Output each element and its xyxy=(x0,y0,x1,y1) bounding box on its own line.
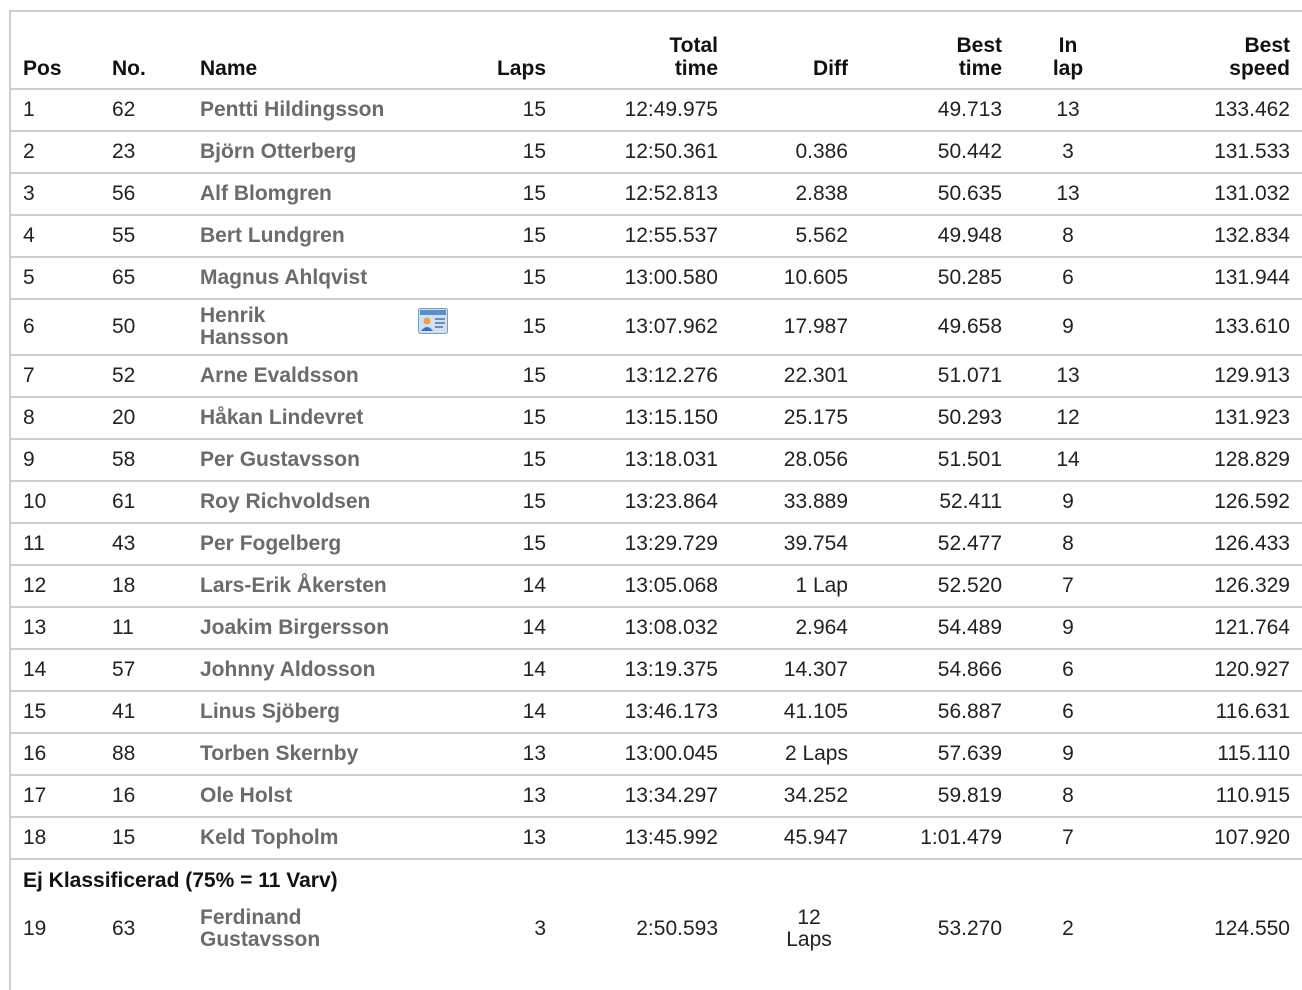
col-header-laps: Laps xyxy=(448,12,558,89)
cell-best-speed: 132.834 xyxy=(1122,215,1302,257)
table-row xyxy=(11,691,1302,733)
cell-pos: 17 xyxy=(11,775,100,817)
cell-best-speed: 120.927 xyxy=(1122,649,1302,691)
driver-name-link[interactable]: Joakim Birgersson xyxy=(188,607,448,649)
cell-pos: 1 xyxy=(11,89,100,131)
cell-laps: 15 xyxy=(448,439,558,481)
cell-total-time: 13:45.992 xyxy=(558,817,730,859)
cell-no: 58 xyxy=(100,439,188,481)
cell-in-lap: 13 xyxy=(1014,173,1122,215)
cell-diff: 0.386 xyxy=(730,131,860,173)
cell-diff: 17.987 xyxy=(730,299,860,355)
cell-laps: 15 xyxy=(448,89,558,131)
cell-best-time: 59.819 xyxy=(860,775,1014,817)
driver-name-link[interactable]: Alf Blomgren xyxy=(188,173,448,215)
table-row xyxy=(11,775,1302,817)
cell-diff: 10.605 xyxy=(730,257,860,299)
cell-in-lap: 2 xyxy=(1062,917,1074,940)
cell-in-lap: 3 xyxy=(1014,131,1122,173)
cell-no: 65 xyxy=(100,257,188,299)
cell-pos: 13 xyxy=(11,607,100,649)
cell-no: 41 xyxy=(100,691,188,733)
cell-no: 16 xyxy=(100,775,188,817)
cell-diff: 39.754 xyxy=(730,523,860,565)
col-header-best-time: Best time xyxy=(860,12,1014,89)
cell-best-speed: 107.920 xyxy=(1122,817,1302,859)
cell-best-time: 52.477 xyxy=(860,523,1014,565)
cell-laps: 15 xyxy=(448,173,558,215)
cell-total-time: 13:23.864 xyxy=(558,481,730,523)
cell-best-time: 49.713 xyxy=(860,89,1014,131)
cell-diff: 25.175 xyxy=(730,397,860,439)
cell-total-time: 13:29.729 xyxy=(558,523,730,565)
table-row xyxy=(11,131,1302,173)
cell-laps: 13 xyxy=(448,775,558,817)
col-header-best-speed: Best speed xyxy=(1122,12,1302,89)
cell-laps: 14 xyxy=(448,565,558,607)
cell-best-time: 53.270 xyxy=(937,917,1002,940)
driver-name-link[interactable]: Linus Sjöberg xyxy=(188,691,448,733)
cell-diff: 22.301 xyxy=(730,355,860,397)
cell-best-speed: 116.631 xyxy=(1122,691,1302,733)
cell-laps: 15 xyxy=(448,299,558,355)
cell-best-time: 50.293 xyxy=(860,397,1014,439)
cell-best-time: 51.501 xyxy=(860,439,1014,481)
cell-no: 61 xyxy=(100,481,188,523)
cell-in-lap: 13 xyxy=(1014,89,1122,131)
cell-best-time: 50.285 xyxy=(860,257,1014,299)
cell-in-lap: 6 xyxy=(1014,649,1122,691)
driver-name-link[interactable]: Per Gustavsson xyxy=(188,439,448,481)
cell-no: 57 xyxy=(100,649,188,691)
driver-name-link[interactable]: Pentti Hildingsson xyxy=(188,89,448,131)
cell-total-time: 13:08.032 xyxy=(558,607,730,649)
table-row xyxy=(11,215,1302,257)
driver-name-link[interactable]: Lars-Erik Åkersten xyxy=(188,565,448,607)
cell-laps: 13 xyxy=(448,733,558,775)
cell-in-lap: 7 xyxy=(1014,817,1122,859)
table-row xyxy=(11,565,1302,607)
cell-pos: 14 xyxy=(11,649,100,691)
cell-best-time: 49.948 xyxy=(860,215,1014,257)
col-header-name: Name xyxy=(188,12,448,89)
driver-name-link[interactable]: Johnny Aldosson xyxy=(188,649,448,691)
cell-in-lap: 8 xyxy=(1014,775,1122,817)
cell-best-time: 54.489 xyxy=(860,607,1014,649)
cell-total-time: 13:00.045 xyxy=(558,733,730,775)
cell-best-speed: 124.550 xyxy=(1214,917,1290,940)
cell-pos: 18 xyxy=(11,817,100,859)
cell-diff xyxy=(730,89,860,131)
table-row xyxy=(11,173,1302,215)
table-row xyxy=(11,733,1302,775)
driver-name-link[interactable]: Henrik Hansson xyxy=(188,299,448,355)
cell-pos: 11 xyxy=(11,523,100,565)
driver-name-link[interactable]: Magnus Ahlqvist xyxy=(188,257,448,299)
cell-best-time: 50.635 xyxy=(860,173,1014,215)
header-row xyxy=(11,12,1302,89)
cell-laps: 15 xyxy=(448,397,558,439)
unclassified-section-header xyxy=(11,859,1302,901)
cell-best-speed: 126.592 xyxy=(1122,481,1302,523)
cell-laps: 15 xyxy=(448,481,558,523)
table-row xyxy=(11,901,1302,957)
cell-total-time: 2:50.593 xyxy=(636,917,718,940)
col-header-no: No. xyxy=(100,12,188,89)
cell-best-time: 56.887 xyxy=(860,691,1014,733)
cell-best-speed: 110.915 xyxy=(1122,775,1302,817)
cell-pos: 5 xyxy=(11,257,100,299)
cell-best-speed: 131.533 xyxy=(1122,131,1302,173)
cell-best-time: 57.639 xyxy=(860,733,1014,775)
driver-name-link[interactable]: Keld Topholm xyxy=(188,817,448,859)
cell-best-speed: 131.032 xyxy=(1122,173,1302,215)
cell-no: 15 xyxy=(100,817,188,859)
cell-diff: 2.964 xyxy=(730,607,860,649)
table-row xyxy=(11,649,1302,691)
cell-no: 55 xyxy=(100,215,188,257)
cell-best-speed: 131.944 xyxy=(1122,257,1302,299)
cell-pos: 19 xyxy=(23,917,47,940)
table-row xyxy=(11,89,1302,131)
cell-in-lap: 9 xyxy=(1014,299,1122,355)
cell-best-speed: 128.829 xyxy=(1122,439,1302,481)
cell-total-time: 12:52.813 xyxy=(558,173,730,215)
cell-pos: 7 xyxy=(11,355,100,397)
table-row xyxy=(11,607,1302,649)
driver-name-link[interactable]: Per Fogelberg xyxy=(188,523,448,565)
cell-in-lap: 8 xyxy=(1014,523,1122,565)
cell-no: 11 xyxy=(100,607,188,649)
cell-in-lap: 9 xyxy=(1014,733,1122,775)
cell-total-time: 13:00.580 xyxy=(558,257,730,299)
col-header-total-time: Total time xyxy=(558,12,730,89)
cell-no: 20 xyxy=(100,397,188,439)
cell-diff: 2.838 xyxy=(730,173,860,215)
driver-name-link[interactable]: Bert Lundgren xyxy=(188,215,448,257)
cell-total-time: 12:55.537 xyxy=(558,215,730,257)
section-label: Ej Klassificerad (75% = 11 Varv) xyxy=(23,868,338,892)
cell-in-lap: 14 xyxy=(1014,439,1122,481)
cell-best-speed: 121.764 xyxy=(1122,607,1302,649)
profile-card-icon[interactable] xyxy=(418,308,448,334)
col-header-diff: Diff xyxy=(730,12,860,89)
col-header-in-lap: In lap xyxy=(1014,12,1122,89)
cell-in-lap: 6 xyxy=(1014,257,1122,299)
cell-best-time: 49.658 xyxy=(860,299,1014,355)
driver-name-link[interactable]: Roy Richvoldsen xyxy=(188,481,448,523)
table-row xyxy=(11,439,1302,481)
cell-laps: 13 xyxy=(448,817,558,859)
cell-pos: 3 xyxy=(11,173,100,215)
cell-pos: 10 xyxy=(11,481,100,523)
cell-total-time: 12:50.361 xyxy=(558,131,730,173)
table-row xyxy=(11,355,1302,397)
cell-pos: 12 xyxy=(11,565,100,607)
cell-laps: 14 xyxy=(448,607,558,649)
cell-total-time: 13:34.297 xyxy=(558,775,730,817)
cell-best-time: 54.866 xyxy=(860,649,1014,691)
cell-total-time: 13:46.173 xyxy=(558,691,730,733)
table-row xyxy=(11,257,1302,299)
cell-no: 88 xyxy=(100,733,188,775)
driver-name-link[interactable]: Björn Otterberg xyxy=(188,131,448,173)
cell-diff: 12 Laps xyxy=(786,906,832,951)
cell-diff: 2 Laps xyxy=(730,733,860,775)
cell-in-lap: 8 xyxy=(1014,215,1122,257)
cell-diff: 5.562 xyxy=(730,215,860,257)
cell-no: 23 xyxy=(100,131,188,173)
cell-total-time: 13:07.962 xyxy=(558,299,730,355)
cell-best-speed: 126.433 xyxy=(1122,523,1302,565)
cell-laps: 15 xyxy=(448,215,558,257)
cell-no: 50 xyxy=(100,299,188,355)
cell-in-lap: 12 xyxy=(1014,397,1122,439)
cell-best-speed: 131.923 xyxy=(1122,397,1302,439)
driver-name-link[interactable]: Arne Evaldsson xyxy=(188,355,448,397)
cell-pos: 15 xyxy=(11,691,100,733)
cell-no: 62 xyxy=(100,89,188,131)
driver-name-link[interactable]: Ole Holst xyxy=(188,775,448,817)
table-row xyxy=(11,523,1302,565)
cell-best-time: 51.071 xyxy=(860,355,1014,397)
cell-no: 18 xyxy=(100,565,188,607)
cell-best-speed: 115.110 xyxy=(1122,733,1302,775)
cell-best-time: 52.411 xyxy=(860,481,1014,523)
cell-best-time: 52.520 xyxy=(860,565,1014,607)
cell-laps: 3 xyxy=(534,917,546,940)
cell-laps: 14 xyxy=(448,649,558,691)
cell-no: 52 xyxy=(100,355,188,397)
table-row xyxy=(11,299,1302,355)
cell-in-lap: 13 xyxy=(1014,355,1122,397)
col-header-pos: Pos xyxy=(11,12,100,89)
race-results-table xyxy=(11,12,1302,957)
driver-name-link[interactable]: Torben Skernby xyxy=(188,733,448,775)
cell-best-time: 1:01.479 xyxy=(860,817,1014,859)
cell-no: 56 xyxy=(100,173,188,215)
table-row xyxy=(11,481,1302,523)
cell-diff: 28.056 xyxy=(730,439,860,481)
cell-in-lap: 6 xyxy=(1014,691,1122,733)
cell-laps: 15 xyxy=(448,523,558,565)
cell-pos: 4 xyxy=(11,215,100,257)
cell-in-lap: 9 xyxy=(1014,481,1122,523)
cell-laps: 15 xyxy=(448,131,558,173)
cell-diff: 41.105 xyxy=(730,691,860,733)
table-row xyxy=(11,817,1302,859)
cell-diff: 34.252 xyxy=(730,775,860,817)
cell-pos: 8 xyxy=(11,397,100,439)
cell-pos: 9 xyxy=(11,439,100,481)
cell-total-time: 13:12.276 xyxy=(558,355,730,397)
driver-name-link[interactable]: Håkan Lindevret xyxy=(188,397,448,439)
cell-pos: 16 xyxy=(11,733,100,775)
cell-laps: 14 xyxy=(448,691,558,733)
cell-pos: 2 xyxy=(11,131,100,173)
cell-pos: 6 xyxy=(11,299,100,355)
cell-no: 43 xyxy=(100,523,188,565)
cell-laps: 15 xyxy=(448,257,558,299)
cell-best-speed: 126.329 xyxy=(1122,565,1302,607)
cell-total-time: 12:49.975 xyxy=(558,89,730,131)
cell-diff: 45.947 xyxy=(730,817,860,859)
cell-no: 63 xyxy=(112,917,136,940)
cell-in-lap: 9 xyxy=(1014,607,1122,649)
cell-diff: 14.307 xyxy=(730,649,860,691)
cell-diff: 33.889 xyxy=(730,481,860,523)
cell-best-speed: 133.462 xyxy=(1122,89,1302,131)
cell-best-speed: 129.913 xyxy=(1122,355,1302,397)
cell-total-time: 13:05.068 xyxy=(558,565,730,607)
cell-in-lap: 7 xyxy=(1014,565,1122,607)
driver-name-link[interactable]: Ferdinand Gustavsson xyxy=(200,906,321,951)
table-row xyxy=(11,397,1302,439)
cell-best-time: 50.442 xyxy=(860,131,1014,173)
cell-total-time: 13:19.375 xyxy=(558,649,730,691)
cell-laps: 15 xyxy=(448,355,558,397)
cell-total-time: 13:18.031 xyxy=(558,439,730,481)
cell-diff: 1 Lap xyxy=(730,565,860,607)
cell-total-time: 13:15.150 xyxy=(558,397,730,439)
cell-best-speed: 133.610 xyxy=(1122,299,1302,355)
